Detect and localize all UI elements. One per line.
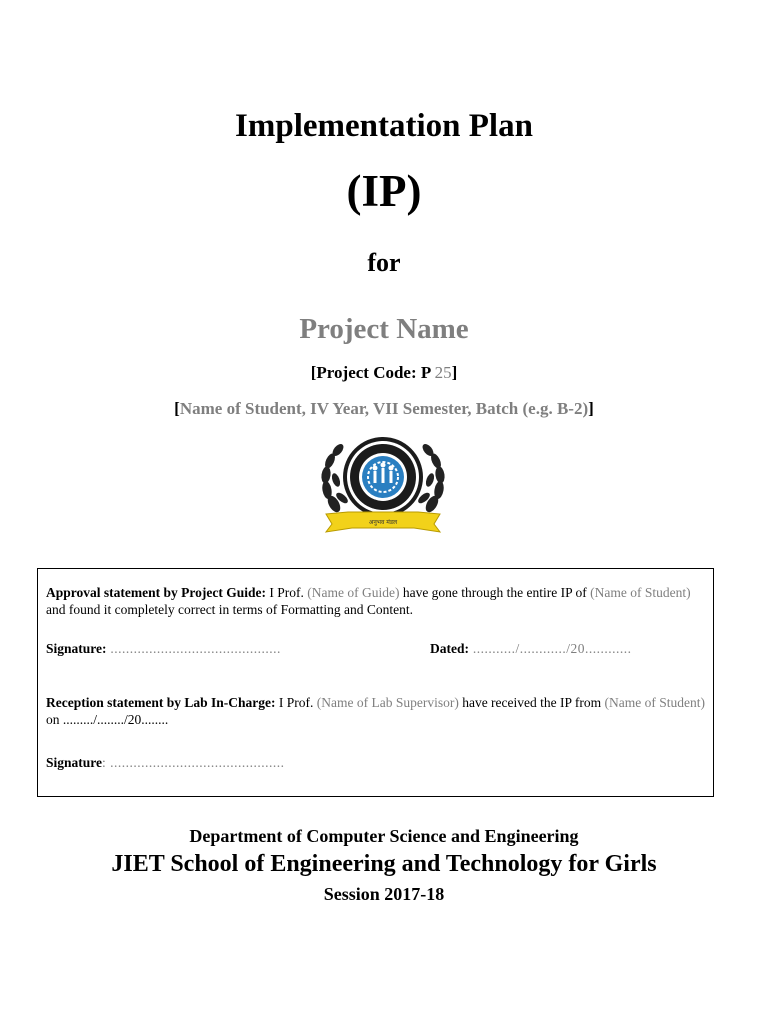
dated-line bbox=[430, 640, 632, 657]
document-abbreviation: (IP) bbox=[346, 166, 422, 216]
approval-statement bbox=[46, 584, 711, 618]
for-label: for bbox=[367, 248, 401, 277]
signature-dots-2[interactable]: : ............................................. bbox=[102, 755, 285, 770]
ribbon-banner-icon bbox=[326, 512, 440, 532]
student-line-close: ] bbox=[588, 399, 594, 418]
approval-text-3: and found it completely correct in terms of Formatting and Content. bbox=[46, 602, 414, 617]
reception-statement bbox=[46, 694, 711, 728]
guide-name-placeholder: (Name of Guide) bbox=[307, 585, 400, 600]
reception-label: Reception statement by Lab In-Charge: bbox=[46, 695, 276, 710]
student-name-placeholder: (Name of Student) bbox=[590, 585, 691, 600]
project-code-open: [ bbox=[310, 363, 317, 382]
dated-dots[interactable]: .........../............/20............ bbox=[469, 641, 632, 656]
lab-supervisor-placeholder: (Name of Lab Supervisor) bbox=[316, 695, 459, 710]
signature-line-2 bbox=[46, 754, 711, 771]
reception-student-placeholder: (Name of Student) bbox=[604, 695, 705, 710]
approval-label: Approval statement by Project Guide: bbox=[46, 585, 266, 600]
student-info-text: Name of Student, IV Year, VII Semester, Batch (e.g. B-2) bbox=[179, 399, 589, 418]
project-code-label: Project Code: P bbox=[316, 363, 431, 382]
project-name: Project Name bbox=[299, 313, 469, 345]
project-code-value: 25 bbox=[434, 363, 452, 382]
document-title: Implementation Plan bbox=[235, 108, 533, 144]
signature-dots-1[interactable]: ............................................ bbox=[106, 641, 281, 656]
approval-text-2: have gone through the entire IP of bbox=[399, 585, 591, 600]
session-label: Session 2017-18 bbox=[323, 884, 445, 904]
department-name: Department of Computer Science and Engineering bbox=[189, 826, 579, 846]
project-code-line bbox=[0, 361, 768, 385]
reception-text-2: have received the IP from bbox=[458, 695, 605, 710]
signature-label-2: Signature bbox=[46, 755, 103, 770]
approval-box bbox=[37, 568, 714, 797]
approval-text-1: I Prof. bbox=[265, 585, 308, 600]
college-emblem-logo bbox=[318, 432, 448, 536]
school-name: JIET School of Engineering and Technology for Girls bbox=[111, 851, 657, 877]
emblem-motto: अनुभव मंडल bbox=[368, 519, 398, 526]
project-code-close: ] bbox=[451, 363, 458, 382]
signature-label-1: Signature: bbox=[46, 641, 107, 656]
dated-label: Dated: bbox=[430, 641, 469, 656]
reception-text-3: on ........./......../20........ bbox=[46, 712, 169, 727]
student-info-line bbox=[0, 397, 768, 421]
student-line-open: [ bbox=[174, 399, 180, 418]
reception-text-1: I Prof. bbox=[275, 695, 317, 710]
